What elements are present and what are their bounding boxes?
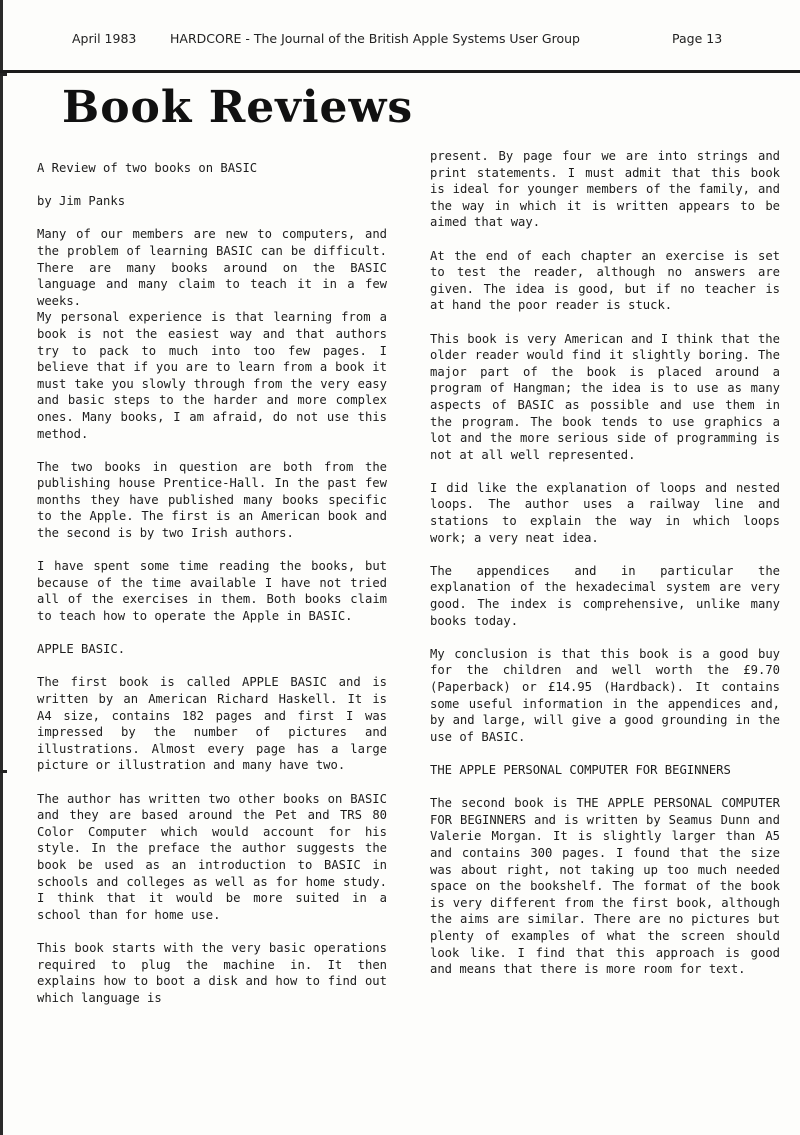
- paragraph: The author has written two other books on BASIC and they are based around the Pet and TRS 80 Color Computer which would account for his style. In the preface the author suggests the book be used as an introduction to BASIC in schools and colleges as well as for home study. I think that it would be more suited in a school than for home use.: [37, 791, 387, 922]
- paragraph: The second book is THE APPLE PERSONAL COMPUTER FOR BEGINNERS and is written by Seamus Dunn and Valerie Morgan. It is slightly larger than A5 and contains 300 pages. I found that the size was about right, not taking up too much needed space on the bookshelf. The format of the book is very different from the first book, although the aims are similar. There are no pictures but plenty of examples of what the screen should look like. I find that this approach is good and means that there is more room for text.: [430, 796, 780, 977]
- paragraph: My personal experience is that learning from a book is not the easiest way and that authors try to pack to much into too few pages. I believe that if you are to learn from a book it must take you slowly through from the very easy and basic steps to the harder and more complex ones. Many books, I am afraid, do not use this method.: [37, 310, 387, 441]
- right-column: [430, 148, 780, 994]
- header-date: April 1983: [72, 31, 137, 46]
- paragraph: present. By page four we are into strings and print statements. I must admit that this book is ideal for younger members of the family, and the way in which it is written appears to be aimed that way.: [430, 149, 780, 230]
- paragraph: Many of our members are new to computers, and the problem of learning BASIC can be difficult. There are many books around on the BASIC language and many claim to teach it in a few weeks.: [37, 227, 387, 308]
- paragraph: This book is very American and I think that the older reader would find it slightly boring. The major part of the book is placed around a program of Hangman; the idea is to use as many aspects of BASIC as possible and use them in the program. The book tends to use graphics a lot and the more serious side of programming is not at all well represented.: [430, 331, 780, 462]
- paragraph: The first book is called APPLE BASIC and is written by an American Richard Haskell. It is A4 size, contains 182 pages and first I was impressed by the number of pictures and illustrations. Almost every page has a large picture or illustration and many have two.: [37, 675, 387, 773]
- paragraph: This book starts with the very basic operations required to plug the machine in. It then explains how to boot a disk and how to find out which language is: [37, 940, 387, 1005]
- page-title: Book Reviews: [62, 82, 414, 133]
- header-journal-title: HARDCORE - The Journal of the British Apple Systems User Group: [170, 31, 580, 46]
- article-byline: by Jim Panks: [37, 194, 126, 209]
- section-heading: APPLE BASIC.: [37, 642, 126, 657]
- paragraph: I have spent some time reading the books, but because of the time available I have not tried all of the exercises in them. Both books claim to teach how to operate the Apple in BASIC.: [37, 559, 387, 624]
- paragraph: My conclusion is that this book is a good buy for the children and well worth the £9.70 (Paperback) or £14.95 (Hardback). It contains some useful information in the appendices and, by and large, will give a good grounding in the use of BASIC.: [430, 646, 780, 744]
- article-subtitle: A Review of two books on BASIC: [37, 161, 258, 175]
- paragraph: At the end of each chapter an exercise is set to test the reader, although no answers are given. The idea is good, but if no teacher is at hand the poor reader is stuck.: [430, 248, 780, 313]
- margin-mark: [0, 73, 7, 76]
- left-column: [37, 160, 387, 1023]
- margin-mark: [0, 770, 7, 773]
- section-heading: THE APPLE PERSONAL COMPUTER FOR BEGINNERS: [430, 762, 731, 777]
- header-rule: [0, 70, 800, 73]
- page-left-edge: [0, 0, 3, 1135]
- paragraph: The two books in question are both from the publishing house Prentice-Hall. In the past few months they have published many books specific to the Apple. The first is an American book and the second is by two Irish authors.: [37, 459, 387, 541]
- paragraph: I did like the explanation of loops and nested loops. The author uses a railway line and stations to explain the way in which loops work; a very neat idea.: [430, 480, 780, 545]
- header-page-number: Page 13: [672, 31, 723, 46]
- paragraph: The appendices and in particular the explanation of the hexadecimal system are very good. The index is comprehensive, unlike many books today.: [430, 563, 780, 628]
